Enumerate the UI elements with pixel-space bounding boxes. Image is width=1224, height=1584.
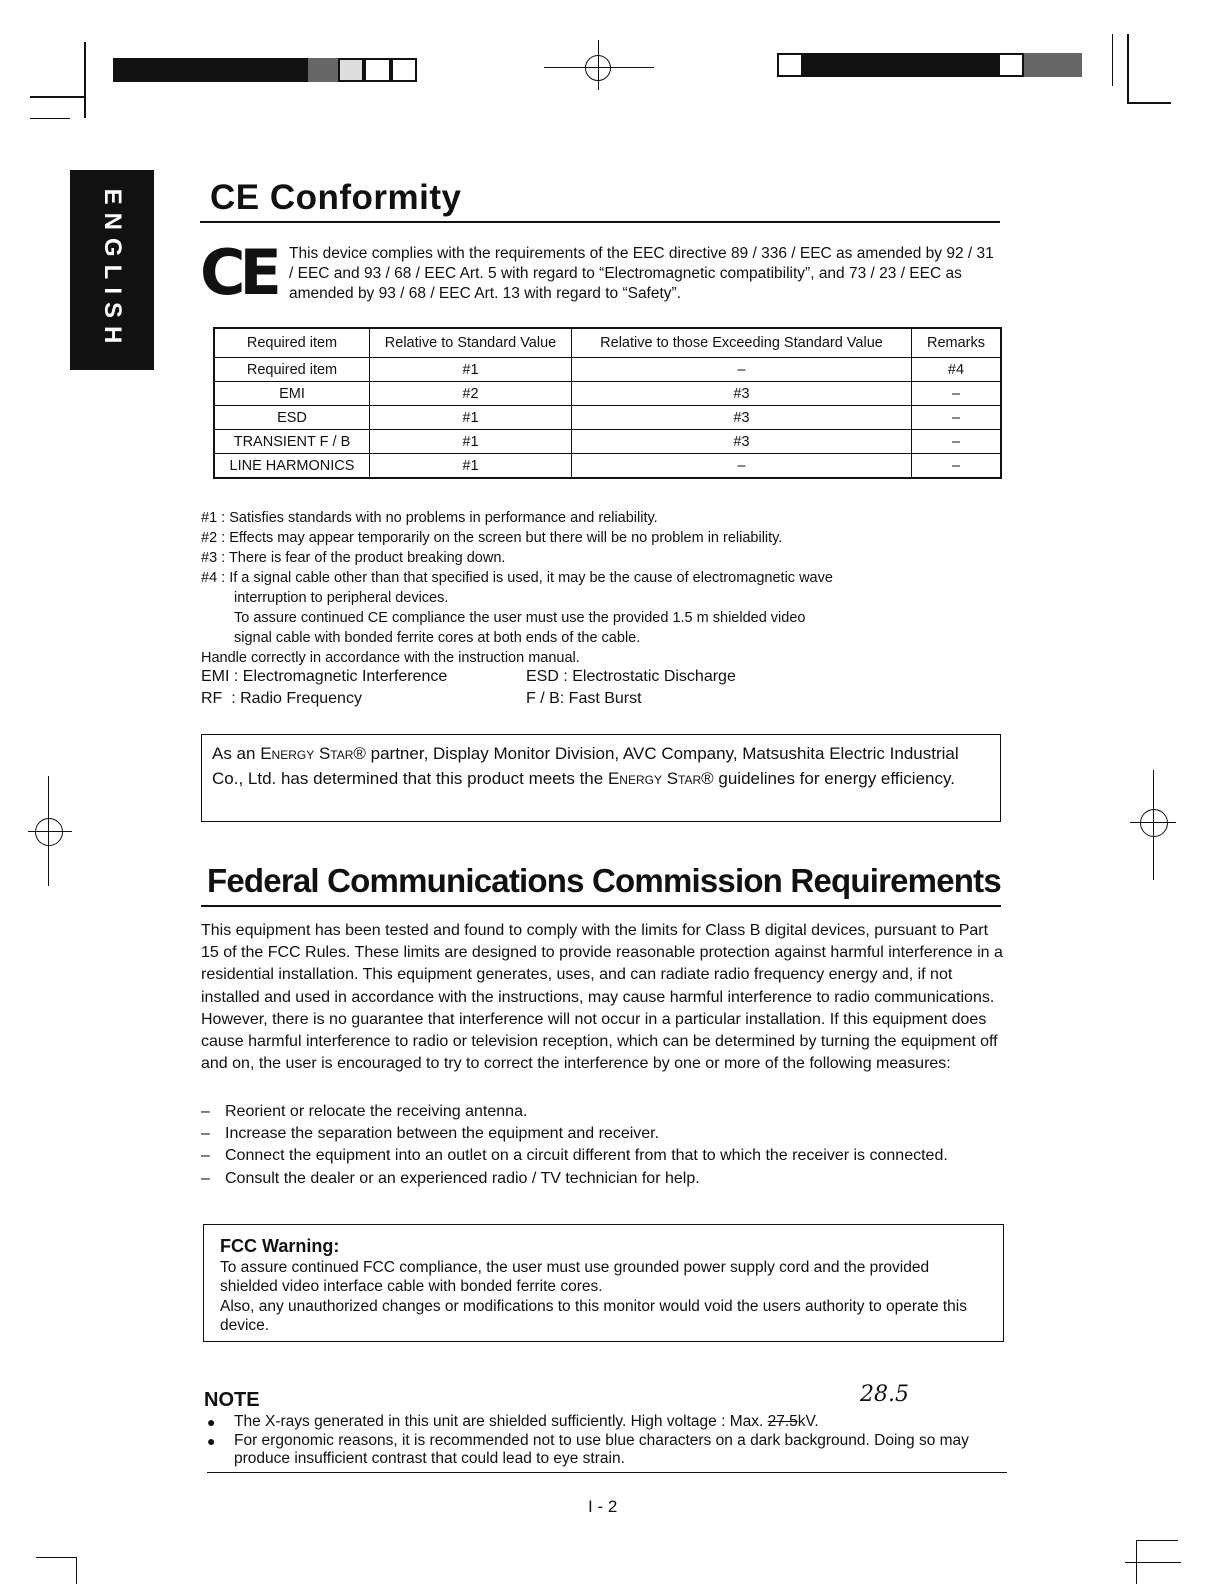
measure-text: Increase the separation between the equipment and receiver. — [225, 1125, 660, 1143]
table-cell: EMI — [214, 382, 370, 406]
table-header-row — [214, 328, 1001, 358]
energy-star-name: Energy Star — [260, 744, 354, 763]
page-number: I - 2 — [588, 1497, 618, 1516]
ce-mark-logo: CE — [200, 236, 276, 309]
fcc-warning-text: To assure continued FCC compliance, the user must use grounded power supply cord and the provided shielded video interface cable with bonded ferrite cores. — [220, 1258, 930, 1295]
table-cell: – — [912, 454, 1002, 479]
table-row — [214, 454, 1001, 479]
list-item: – Increase the separation between the equipment and receiver. — [201, 1123, 1003, 1145]
table-cell: LINE HARMONICS — [214, 454, 370, 479]
language-tab — [70, 170, 154, 370]
fcc-measures-list — [201, 1101, 1003, 1190]
table-cell: #3 — [572, 430, 912, 454]
energy-star-text: ® partner, Display Monitor Division, AVC Company, Matsushita Electric Industrial Co., Ltd. has determined that this product meets the — [212, 744, 959, 788]
note-list — [207, 1413, 1007, 1469]
footnote-4-cont: To assure continued CE compliance the user must use the provided 1.5 m shielded video — [234, 610, 806, 626]
table-header-cell: Relative to Standard Value — [370, 328, 572, 358]
table-cell: – — [572, 358, 912, 382]
energy-star-text: As an — [212, 744, 261, 763]
table-header-cell: Relative to those Exceeding Standard Value — [572, 328, 912, 358]
list-item — [207, 1432, 1007, 1469]
table-cell: – — [912, 430, 1002, 454]
table-cell: #3 — [572, 382, 912, 406]
footnote-1: #1 : Satisfies standards with no problems in performance and reliability. — [201, 510, 658, 526]
struck-value: 27.5 — [767, 1413, 798, 1430]
table-cell: – — [572, 454, 912, 479]
table-cell: ESD — [214, 406, 370, 430]
table-cell: #1 — [370, 430, 572, 454]
energy-star-box — [201, 734, 1001, 822]
abbr-fb: F / B: Fast Burst — [526, 690, 642, 707]
table-cell: – — [912, 406, 1002, 430]
fcc-body-text: This equipment has been tested and found to comply with the limits for Class B digital devices, pursuant to Part 15 of the FCC Rules. These limits are designed to provide reasonable protection against harmful interference in a residential installation. This equipment generates, uses, and can radiate radio frequency energy and, if not installed and used in accordance with the instructions, may cause harmful interference to radio communications. However, there is no guarantee that interference will not occur in a particular installation. If this equipment does cause harmful interference to radio or television reception, which can be determined by turning the equipment off and on, the user is encouraged to try to correct the interference by one or more of the following measures: — [201, 922, 1003, 1073]
footnote-3: #3 : There is fear of the product breaking down. — [201, 550, 506, 566]
table-cell: Required item — [214, 358, 370, 382]
fcc-warning-text: Also, any unauthorized changes or modifications to this monitor would void the users authority to operate this device. — [220, 1297, 967, 1334]
measure-text: Reorient or relocate the receiving antenna. — [225, 1103, 528, 1120]
footnote-4-cont: interruption to peripheral devices. — [234, 590, 449, 606]
note-text: For ergonomic reasons, it is recommended not to use blue characters on a dark background. Doing so may produce insufficient contrast that could lead to eye strain. — [234, 1431, 969, 1467]
energy-star-name: Energy Star — [607, 769, 702, 788]
list-item: – Consult the dealer or an experienced radio / TV technician for help. — [201, 1168, 1003, 1190]
abbr-rf: RF : Radio Frequency — [201, 690, 362, 707]
table-cell: #1 — [370, 406, 572, 430]
fcc-title-rule — [201, 905, 1001, 907]
table-cell: #1 — [370, 454, 572, 479]
ce-section-title: CE Conformity — [210, 178, 462, 217]
note-text: kV. — [797, 1413, 819, 1430]
table-header-cell: Remarks — [912, 328, 1002, 358]
language-tab-label: ENGLISH — [99, 188, 126, 352]
table-row — [214, 382, 1001, 406]
table-row — [214, 406, 1001, 430]
table-cell: #3 — [572, 406, 912, 430]
handwritten-correction: 28.5 — [860, 1382, 909, 1407]
energy-star-text: ® guidelines for energy efficiency. — [701, 769, 955, 788]
bullet-icon: ● — [207, 1414, 216, 1430]
table-cell: #2 — [370, 382, 572, 406]
list-item — [207, 1413, 1007, 1432]
table-footnotes — [201, 508, 1001, 668]
bullet-icon: ● — [207, 1432, 216, 1449]
list-item: – Reorient or relocate the receiving antenna. — [201, 1101, 1003, 1123]
ce-title-rule — [200, 221, 1000, 223]
measure-text: Connect the equipment into an outlet on a circuit different from that to which the receiver is connected. — [225, 1147, 948, 1165]
note-rule — [207, 1472, 1007, 1473]
abbr-emi: EMI : Electromagnetic Interference — [201, 668, 448, 685]
table-header-cell: Required item — [214, 328, 370, 358]
fcc-warning-box — [203, 1224, 1004, 1342]
requirements-table — [213, 327, 1002, 479]
measure-text: Consult the dealer or an experienced radio / TV technician for help. — [225, 1169, 700, 1187]
fcc-warning-title: FCC Warning: — [220, 1236, 340, 1256]
table-cell: #1 — [370, 358, 572, 382]
handle-note: Handle correctly in accordance with the instruction manual. — [201, 650, 580, 666]
table-row — [214, 358, 1001, 382]
table-row — [214, 430, 1001, 454]
list-item: – Connect the equipment into an outlet on a circuit different from that to which the receiver is connected. — [201, 1145, 1003, 1167]
table-cell: #4 — [912, 358, 1002, 382]
ce-intro-text: This device complies with the requirements of the EEC directive 89 / 336 / EEC as amended by 92 / 31 / EEC and 93 / 68 / EEC Art. 5 with regard to “Electromagnetic compatibility”, and 73 / 23 / EEC as amended by 93 / 68 / EEC Art. 13 with regard to “Safety”. — [289, 245, 994, 302]
fcc-section-title: Federal Communications Commission Requirements — [207, 862, 1001, 899]
table-cell: TRANSIENT F / B — [214, 430, 370, 454]
abbr-esd: ESD : Electrostatic Discharge — [526, 668, 736, 685]
footnote-4: #4 : If a signal cable other than that specified is used, it may be the cause of electromagnetic wave — [201, 570, 833, 586]
table-cell: – — [912, 382, 1002, 406]
footnote-2: #2 : Effects may appear temporarily on the screen but there will be no problem in reliability. — [201, 530, 783, 546]
note-title: NOTE — [204, 1389, 260, 1411]
footnote-4-cont: signal cable with bonded ferrite cores at both ends of the cable. — [234, 630, 641, 646]
note-text: The X-rays generated in this unit are shielded sufficiently. High voltage : Max. — [234, 1413, 768, 1430]
